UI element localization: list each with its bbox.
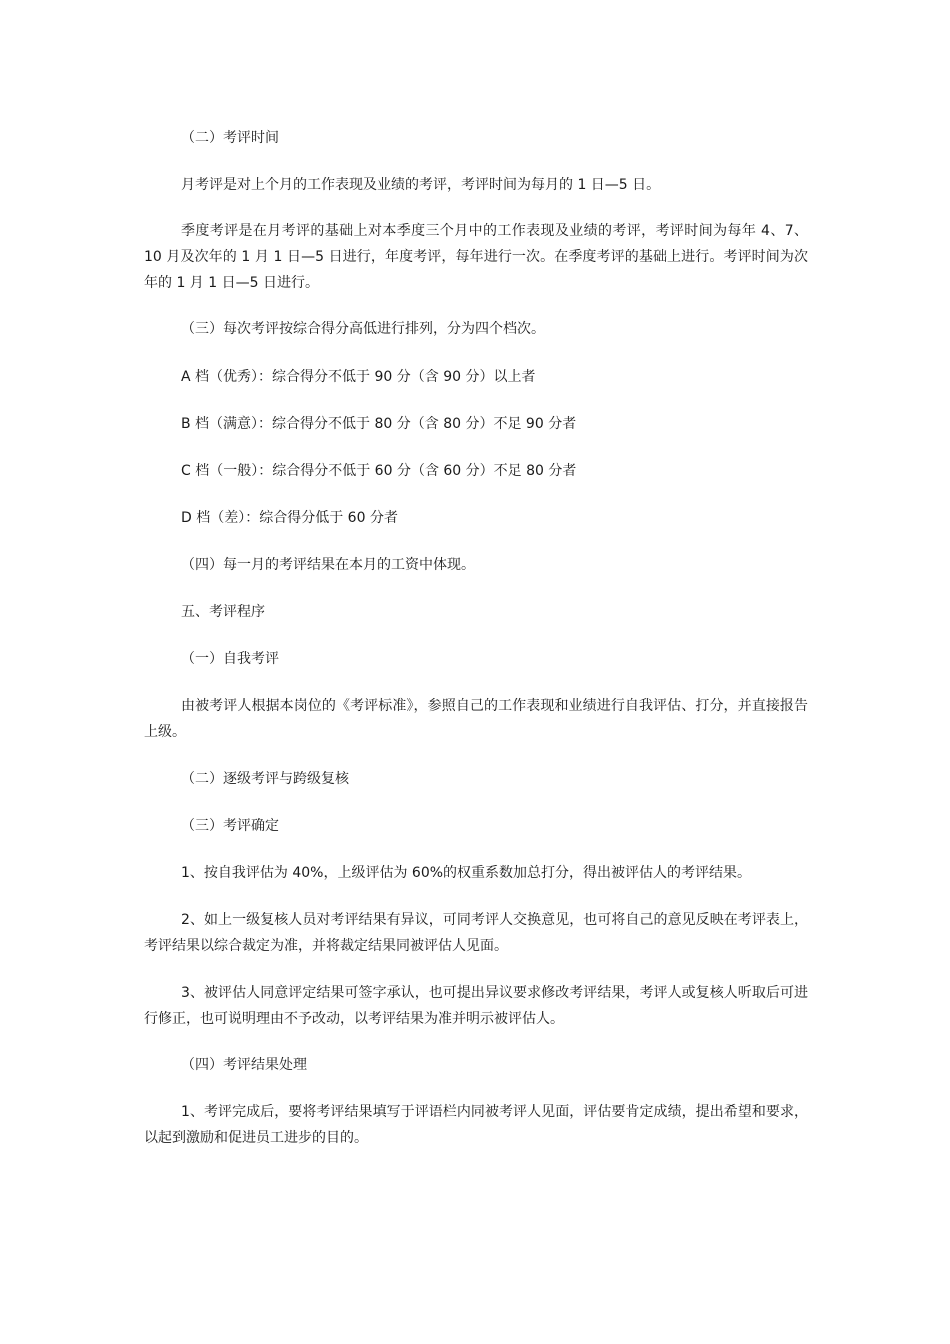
grade-d: D 档（差）：综合得分低于 60 分者 — [181, 510, 398, 526]
item-result-feedback: 1、考评完成后，要将考评结果填写于评语栏内同被考评人见面，评估要肯定成绩，提出希望和要求，以起到激励和促进员工进步的目的。 — [144, 1104, 808, 1146]
grade-b: B 档（满意）：综合得分不低于 80 分（含 80 分）不足 90 分者 — [181, 416, 577, 432]
grade-a: A 档（优秀）：综合得分不低于 90 分（含 90 分）以上者 — [181, 369, 536, 385]
paragraph-self-evaluation: 由被考评人根据本岗位的《考评标准》，参照自己的工作表现和业绩进行自我评估、打分，并直接报告上级。 — [144, 698, 808, 740]
paragraph-quarterly-evaluation: 季度考评是在月考评的基础上对本季度三个月中的工作表现及业绩的考评，考评时间为每年 4、7、10 月及次年的 1 月 1 日—5 日进行，年度考评，每年进行一次。在季度考评的基础上进行。考评时间为次年的 1 月 1 日—5 日进行。 — [144, 223, 808, 291]
heading-evaluation-confirmation: （三）考评确定 — [181, 818, 279, 834]
heading-salary-reflection: （四）每一月的考评结果在本月的工资中体现。 — [181, 557, 475, 573]
section-evaluation-procedure: 五、考评程序 — [181, 604, 265, 620]
item-weighting: 1、按自我评估为 40%，上级评估为 60%的权重系数加总打分，得出被评估人的考评结果。 — [181, 865, 752, 881]
heading-ranking: （三）每次考评按综合得分高低进行排列，分为四个档次。 — [181, 321, 545, 337]
item-objection: 2、如上一级复核人员对考评结果有异议，可同考评人交换意见，也可将自己的意见反映在考评表上，考评结果以综合裁定为准，并将裁定结果同被评估人见面。 — [144, 912, 808, 954]
grade-c: C 档（一般）：综合得分不低于 60 分（含 60 分）不足 80 分者 — [181, 463, 577, 479]
heading-level-review: （二）逐级考评与跨级复核 — [181, 771, 349, 787]
item-signature: 3、被评估人同意评定结果可签字承认，也可提出异议要求修改考评结果，考评人或复核人听取后可进行修正，也可说明理由不予改动，以考评结果为准并明示被评估人。 — [144, 985, 808, 1027]
heading-result-handling: （四）考评结果处理 — [181, 1057, 307, 1073]
heading-evaluation-time: （二）考评时间 — [181, 130, 279, 146]
paragraph-monthly-evaluation: 月考评是对上个月的工作表现及业绩的考评，考评时间为每月的 1 日—5 日。 — [181, 177, 661, 193]
heading-self-evaluation: （一）自我考评 — [181, 651, 279, 667]
